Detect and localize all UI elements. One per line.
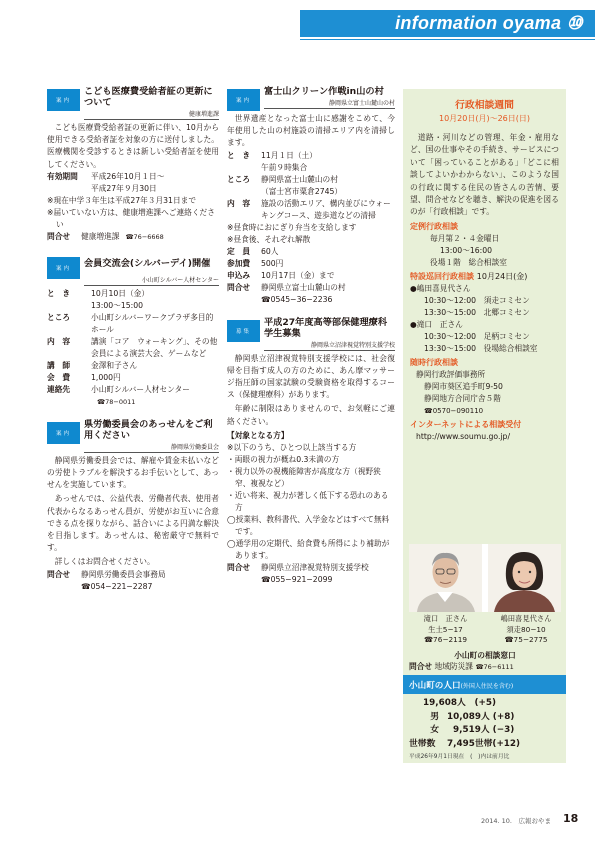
population-value: 9,519人 (−3) (453, 725, 515, 735)
population-value: 10,089人 (+8) (447, 711, 515, 722)
row-value: 施設の活動エリア、構内並びにウォーキングコース、遊歩道などの清掃 (261, 198, 391, 220)
sidebar-line: 13:30～15:00 役場総合相談室 (424, 343, 538, 353)
consultant-photo (488, 544, 561, 612)
row-label: 定 員 (227, 246, 251, 256)
sidebar-heading: 定例行政相談 (410, 221, 458, 231)
row-value: 静岡県富士山麓山の村 (261, 174, 338, 184)
consultant-name: ●滝口 正さん (410, 319, 463, 329)
list-item: ・近い将来、視力が著しく低下する恐れのある方 (227, 490, 389, 512)
inquiry-value: 静岡県立沼津視覚特別支援学校 (261, 562, 369, 572)
period-value: 平成26年10月１日～ (91, 171, 165, 181)
row-value: 講演「コア ウォーキング」、その他会員による演芸大会、ゲームなど (91, 336, 218, 358)
article-source: 健康増進課 (84, 109, 219, 120)
consult-window (409, 650, 561, 673)
inquiry-label: 問合せ (227, 562, 251, 572)
page-number: 18 (563, 812, 579, 825)
row-value: 1,000円 (91, 372, 121, 382)
article-child-medical (47, 86, 219, 243)
inquiry-label: 問合せ (47, 231, 71, 241)
sidebar-heading: 随時行政相談 (410, 357, 458, 367)
population-label: 世帯数 (409, 738, 436, 749)
sidebar-title: 行政相談週間 (455, 100, 514, 111)
article-silver-day (47, 254, 219, 408)
row-value: 10月17日（金）まで (261, 270, 335, 280)
row-label: 申込み (227, 270, 251, 280)
period-label: 有効期間 (47, 171, 78, 181)
population-date: 平成26年9月1日現在 ( )内は前月比 (409, 754, 510, 760)
sidebar-line: 13:30～15:00 北郷コミセン (424, 307, 530, 317)
article-fuji-clean (227, 86, 395, 306)
article-body: 静岡県立沼津視覚特別支援学校には、社会復帰を目指す成人の方のために、あん摩マッサージ指圧師の国家試験の受験資格を取得するコース（保健理療科）があります。 (227, 353, 395, 400)
row-label: 問合せ (227, 282, 251, 292)
inquiry-value: 静岡県労働委員会事務局 (81, 569, 166, 579)
row-label: ところ (47, 312, 71, 322)
row-value: 11月１日（土） (261, 150, 317, 160)
population-label: 男 (430, 711, 439, 722)
article-tag: 案内 (227, 89, 260, 111)
sidebar-line: 13:00～16:00 (440, 245, 492, 255)
row-value: 小山町シルバー人材センター (91, 384, 190, 394)
inquiry-value: 健康増進課 (81, 231, 120, 241)
sidebar-dates: 10月20日(月)～26日(日) (438, 114, 531, 123)
consult-title: 小山町の相談窓口 (454, 651, 516, 660)
list-item: ・両眼の視力が概ね0.3未満の方 (227, 454, 340, 464)
article-body: こども医療費受給者証の更新に伴い、10月から使用できる受給者証を対象の方に送付しました。医療機関を受診するときは新しい受給者証を使用してください。 (47, 123, 219, 169)
note: ※昼食後、それぞれ解散 (227, 234, 311, 244)
list-item: ・視力以外の視機能障害が高度な方（視野狭窄、複視など） (227, 466, 381, 488)
population-total: 19,608人 (+5) (423, 698, 497, 708)
article-source: 静岡県労働委員会 (84, 442, 219, 453)
row-value: 500円 (261, 258, 284, 268)
row-label: 講 師 (47, 360, 71, 370)
inquiry-value: 地域防災課 (434, 662, 473, 671)
list-item: ◯通学用の定期代、給食費も所得により補助があります。 (227, 538, 390, 560)
section-title: information oyama ⑩ (395, 13, 583, 33)
column-middle (227, 86, 395, 597)
phone-number: ☎0570−090110 (424, 406, 484, 415)
sidebar-line: 静岡地方合同庁舎５階 (424, 393, 501, 403)
phone-number: ☎76−6668 (125, 232, 164, 241)
population-box (403, 675, 566, 763)
man-portrait-icon (409, 544, 482, 612)
phone-number: ☎055−921−2099 (261, 574, 333, 584)
column-left (47, 86, 219, 604)
row-label: 内 容 (227, 198, 251, 208)
sidebar-line: 毎月第２・４金曜日 (430, 233, 500, 243)
consultant-photo (409, 544, 482, 612)
phone-number: ☎0545−36−2236 (261, 294, 333, 304)
woman-portrait-icon (488, 544, 561, 612)
sidebar-body: 道路・河川などの管理、年金・雇用など、国の仕事やその手続き、サービスについて「困っていることがある」「どこに相談してよいかわからない」、このような国の行政に関する住民の皆さんの苦情、要望、問合せなどを聴き、解決の促進を図るのが「行政相談」です。 (410, 133, 559, 217)
article-title: 会員交流会(シルバーデイ)開催 (84, 257, 211, 269)
row-value: 午前９時集合 (261, 162, 308, 172)
website-link[interactable]: http://www.soumu.go.jp/ (416, 431, 511, 441)
row-label: 会 費 (47, 372, 71, 382)
phone-number: ☎78−0011 (97, 397, 136, 406)
article-tag: 案内 (47, 422, 80, 444)
article-tag: 募集 (227, 320, 260, 342)
inquiry-label: 問合せ (409, 662, 433, 671)
sidebar-heading: 特設巡回行政相談 (410, 271, 474, 281)
phone-number: ☎76−6111 (475, 663, 514, 671)
photo-caption: 嶋田喜見代さん 須走80−10 ☎75−2775 (500, 614, 552, 644)
population-title-note: (外国人住民を含む) (460, 683, 514, 690)
article-source: 静岡県立沼津視覚特別支援学校 (264, 340, 395, 351)
article-body: 世界遺産となった富士山に感謝をこめて、今年使用した山の村施設の清掃エリア内を清掃します。 (227, 114, 395, 148)
article-source: 小山町シルバー人材センター (84, 275, 219, 286)
row-label: 参加費 (227, 258, 251, 268)
sidebar-heading-date: 10月24日(金) (476, 271, 528, 281)
inquiry-label: 問合せ (47, 569, 71, 579)
row-label: と き (227, 150, 251, 160)
row-value: 金澤和子さん (91, 360, 138, 370)
row-value: 60人 (261, 246, 279, 256)
row-label: ところ (227, 174, 251, 184)
sidebar-line: 10:30～12:00 須走コミセン (424, 295, 530, 305)
phone-number: ☎054−221−2287 (81, 581, 153, 591)
row-label: 連絡先 (47, 384, 71, 394)
row-value: （富士宮市粟倉2745） (261, 186, 343, 196)
article-body: 年齢に制限はありませんので、お気軽にご連絡ください。 (227, 404, 395, 426)
photo-caption: 滝口 正さん 生土5−17 ☎76−2119 (423, 614, 468, 644)
article-school-recruit (227, 317, 395, 586)
article-title: 平成27年度高等部保健理療科学生募集 (264, 316, 388, 339)
sidebar-line: 静岡市葵区追手町9-50 (424, 381, 503, 391)
row-value: 10月10日（金） (91, 288, 150, 298)
article-tag: 案内 (47, 89, 80, 111)
row-label: 内 容 (47, 336, 71, 346)
footer-text: 2014. 10. 広報おやま (480, 817, 551, 825)
note: ※昼食時におにぎり弁当を支給します (227, 222, 357, 232)
consultant-name: ●嶋田喜見代さん (410, 283, 471, 293)
row-value: 小山町シルバーワークプラザ多目的ホール (91, 312, 214, 334)
list-item: ◯授業料、教科書代、入学金などはすべて無料です。 (227, 514, 390, 536)
note: ※現在中学３年生は平成27年３月31日まで (47, 195, 197, 205)
consultant-photos (409, 544, 561, 612)
article-body: あっせんでは、公益代表、労働者代表、使用者代表からなるあっせん員が、労使がお互いに合意できる点を探りながら、話合いによる円満な解決を目指します。あっせんは、秘密厳守で無料です。 (47, 494, 219, 553)
article-title: こども医療費受給者証の更新について (84, 86, 213, 108)
article-body: 静岡県労働委員会では、解雇や賃金未払いなどの労使トラブルを解決するお手伝いとして、あっせんを実施しています。 (47, 455, 219, 490)
row-value: 13:00～15:00 (91, 300, 143, 310)
header-rule (300, 39, 595, 40)
article-source: 静岡県立富士山麓山の村 (264, 98, 395, 109)
article-body: 詳しくはお問合せください。 (54, 557, 155, 567)
article-tag: 案内 (47, 257, 80, 279)
sidebar-line: 役場１階 総合相談室 (430, 257, 507, 267)
sidebar-line: 静岡行政評価事務所 (416, 369, 486, 379)
population-value: 7,495世帯(+12) (447, 738, 521, 749)
row-value: 静岡県立富士山麓山の村 (261, 282, 346, 292)
section-header-bar (300, 10, 595, 37)
population-title: 小山町の人口 (409, 681, 461, 691)
article-title: 県労働委員会のあっせんをご利用ください (84, 418, 213, 441)
article-title: 富士山クリーン作戦in山の村 (264, 86, 384, 97)
period-value-end: 平成27年９月30日 (91, 183, 157, 193)
note: ※届いていない方は、健康増進課へご連絡ください (47, 207, 215, 229)
sidebar-line: 10:30～12:00 足柄コミセン (424, 331, 530, 341)
population-label: 女 (430, 725, 439, 735)
article-labor-mediation (47, 419, 219, 593)
eligibility-heading: 【対象となる方】 (227, 430, 289, 440)
sidebar-heading: インターネットによる相談受付 (410, 419, 522, 429)
note: ※以下のうち、ひとつ以上該当する方 (227, 442, 357, 452)
row-label: と き (47, 288, 71, 298)
